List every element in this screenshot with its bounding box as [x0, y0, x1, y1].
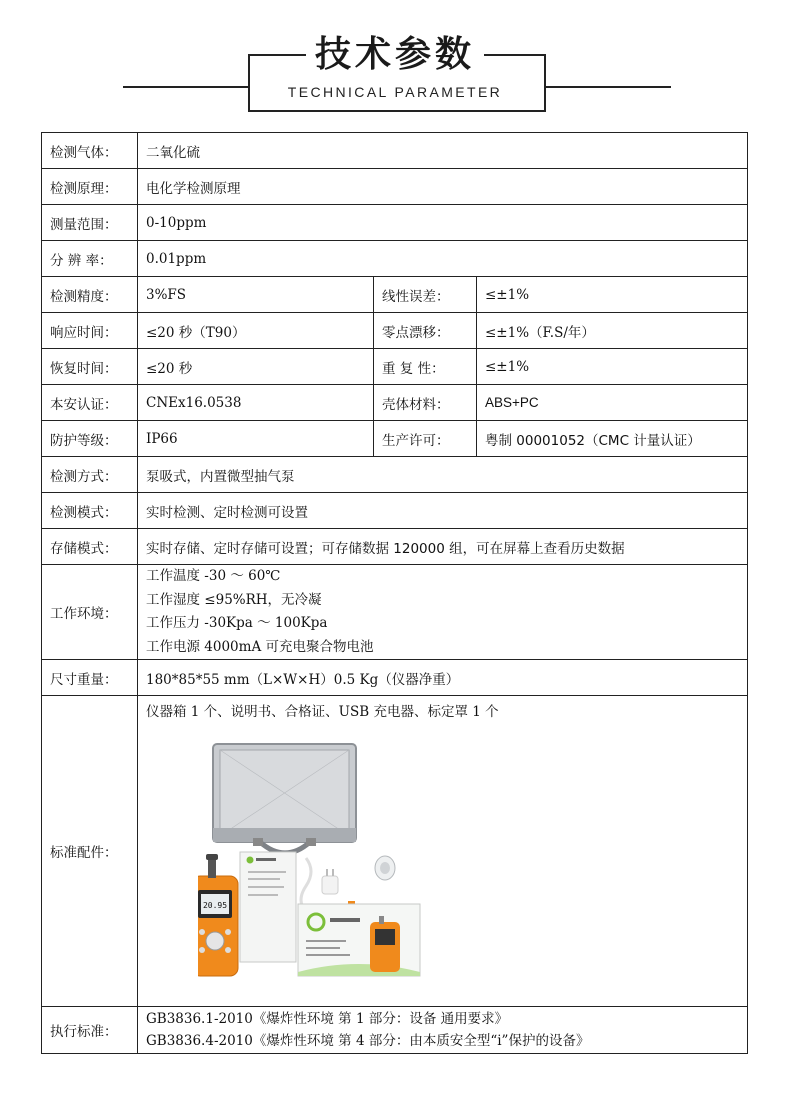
env-pressure: 工作压力 -30Kpa ～ 100Kpa: [146, 615, 328, 631]
row-response: [42, 313, 748, 349]
header-frame: [248, 110, 546, 112]
value-license: 粤制 00001052（CMC 计量认证）: [477, 421, 748, 457]
value-resolution: 0.01ppm: [138, 241, 748, 277]
instrument-case-image: [213, 744, 356, 853]
value-mode: 实时检测、定时检测可设置: [138, 493, 748, 529]
row-protection: [42, 421, 748, 457]
label-housing: 壳体材料：: [374, 385, 477, 421]
label-recovery: 恢复时间：: [42, 349, 138, 385]
env-temperature: 工作温度 -30 ～ 60℃: [146, 568, 281, 584]
row-safety: [42, 385, 748, 421]
value-response: ≤20 秒（T90）: [138, 313, 374, 349]
label-resolution: 分 辨 率：: [42, 241, 138, 277]
value-protection: IP66: [138, 421, 374, 457]
standard-line-2: GB3836.4-2010《爆炸性环境 第 4 部分：由本质安全型“i”保护的设备》: [146, 1033, 590, 1049]
row-recovery: [42, 349, 748, 385]
value-recovery: ≤20 秒: [138, 349, 374, 385]
value-gas: 二氧化硫: [138, 133, 748, 169]
spec-table: [41, 132, 748, 1054]
gas-detector-image: [198, 854, 238, 976]
label-safety: 本安认证：: [42, 385, 138, 421]
row-accessories: [42, 696, 748, 1007]
label-size: 尺寸重量：: [42, 660, 138, 696]
page-title: 技术参数: [314, 34, 475, 75]
value-standard: [138, 1007, 748, 1054]
row-size: [42, 660, 748, 696]
value-storage: 实时存储、定时存储可设置；可存储数据 120000 组，可在屏幕上查看历史数据: [138, 529, 748, 565]
value-drift: ≤±1%（F.S/年）: [477, 313, 748, 349]
certificate-image: [298, 904, 420, 976]
label-response: 响应时间：: [42, 313, 138, 349]
row-environment: [42, 565, 748, 660]
value-principle: 电化学检测原理: [138, 169, 748, 205]
device-reading: 20.95: [202, 901, 228, 910]
env-power: 工作电源 4000mA 可充电聚合物电池: [146, 638, 374, 655]
value-accuracy: 3%FS: [138, 277, 374, 313]
label-mode: 检测模式：: [42, 493, 138, 529]
row-mode: [42, 493, 748, 529]
label-standard: 执行标准：: [42, 1007, 138, 1054]
value-accessories-cell: [138, 696, 748, 1007]
header-frame: [544, 54, 546, 112]
label-drift: 零点漂移：: [374, 313, 477, 349]
label-gas: 检测气体：: [42, 133, 138, 169]
label-principle: 检测原理：: [42, 169, 138, 205]
header-frame: [248, 54, 250, 112]
row-storage: [42, 529, 748, 565]
row-standard: [42, 1007, 748, 1054]
header-frame: [484, 54, 546, 56]
label-linearity: 线性误差：: [374, 277, 477, 313]
accessories-photo: [198, 736, 498, 984]
manual-image: [240, 852, 296, 962]
value-method: 泵吸式，内置微型抽气泵: [138, 457, 748, 493]
header-frame: [248, 54, 306, 56]
value-linearity: ≤±1%: [477, 277, 748, 313]
label-storage: 存储模式：: [42, 529, 138, 565]
label-accessories: 标准配件：: [42, 696, 138, 1007]
row-accuracy: [42, 277, 748, 313]
label-method: 检测方式：: [42, 457, 138, 493]
row-range: [42, 205, 748, 241]
value-size: 180*85*55 mm（L×W×H）0.5 Kg（仪器净重）: [138, 660, 748, 696]
row-gas: [42, 133, 748, 169]
value-repeatability: ≤±1%: [477, 349, 748, 385]
value-accessories: 仪器箱 1 个、说明书、合格证、USB 充电器、标定罩 1 个: [146, 704, 499, 720]
page-subtitle: TECHNICAL PARAMETER: [287, 84, 503, 100]
row-principle: [42, 169, 748, 205]
standard-line-1: GB3836.1-2010《爆炸性环境 第 1 部分：设备 通用要求》: [146, 1011, 509, 1027]
row-method: [42, 457, 748, 493]
label-protection: 防护等级：: [42, 421, 138, 457]
value-housing: ABS+PC: [477, 385, 748, 421]
value-environment: [138, 565, 748, 660]
label-repeatability: 重 复 性：: [374, 349, 477, 385]
env-humidity: 工作湿度 ≤95%RH，无冷凝: [146, 591, 322, 608]
label-accuracy: 检测精度：: [42, 277, 138, 313]
value-safety: CNEx16.0538: [138, 385, 374, 421]
calibration-cap-image: [375, 856, 395, 880]
value-range: 0-10ppm: [138, 205, 748, 241]
label-range: 测量范围：: [42, 205, 138, 241]
label-environment: 工作环境：: [42, 565, 138, 660]
row-resolution: [42, 241, 748, 277]
label-license: 生产许可：: [374, 421, 477, 457]
